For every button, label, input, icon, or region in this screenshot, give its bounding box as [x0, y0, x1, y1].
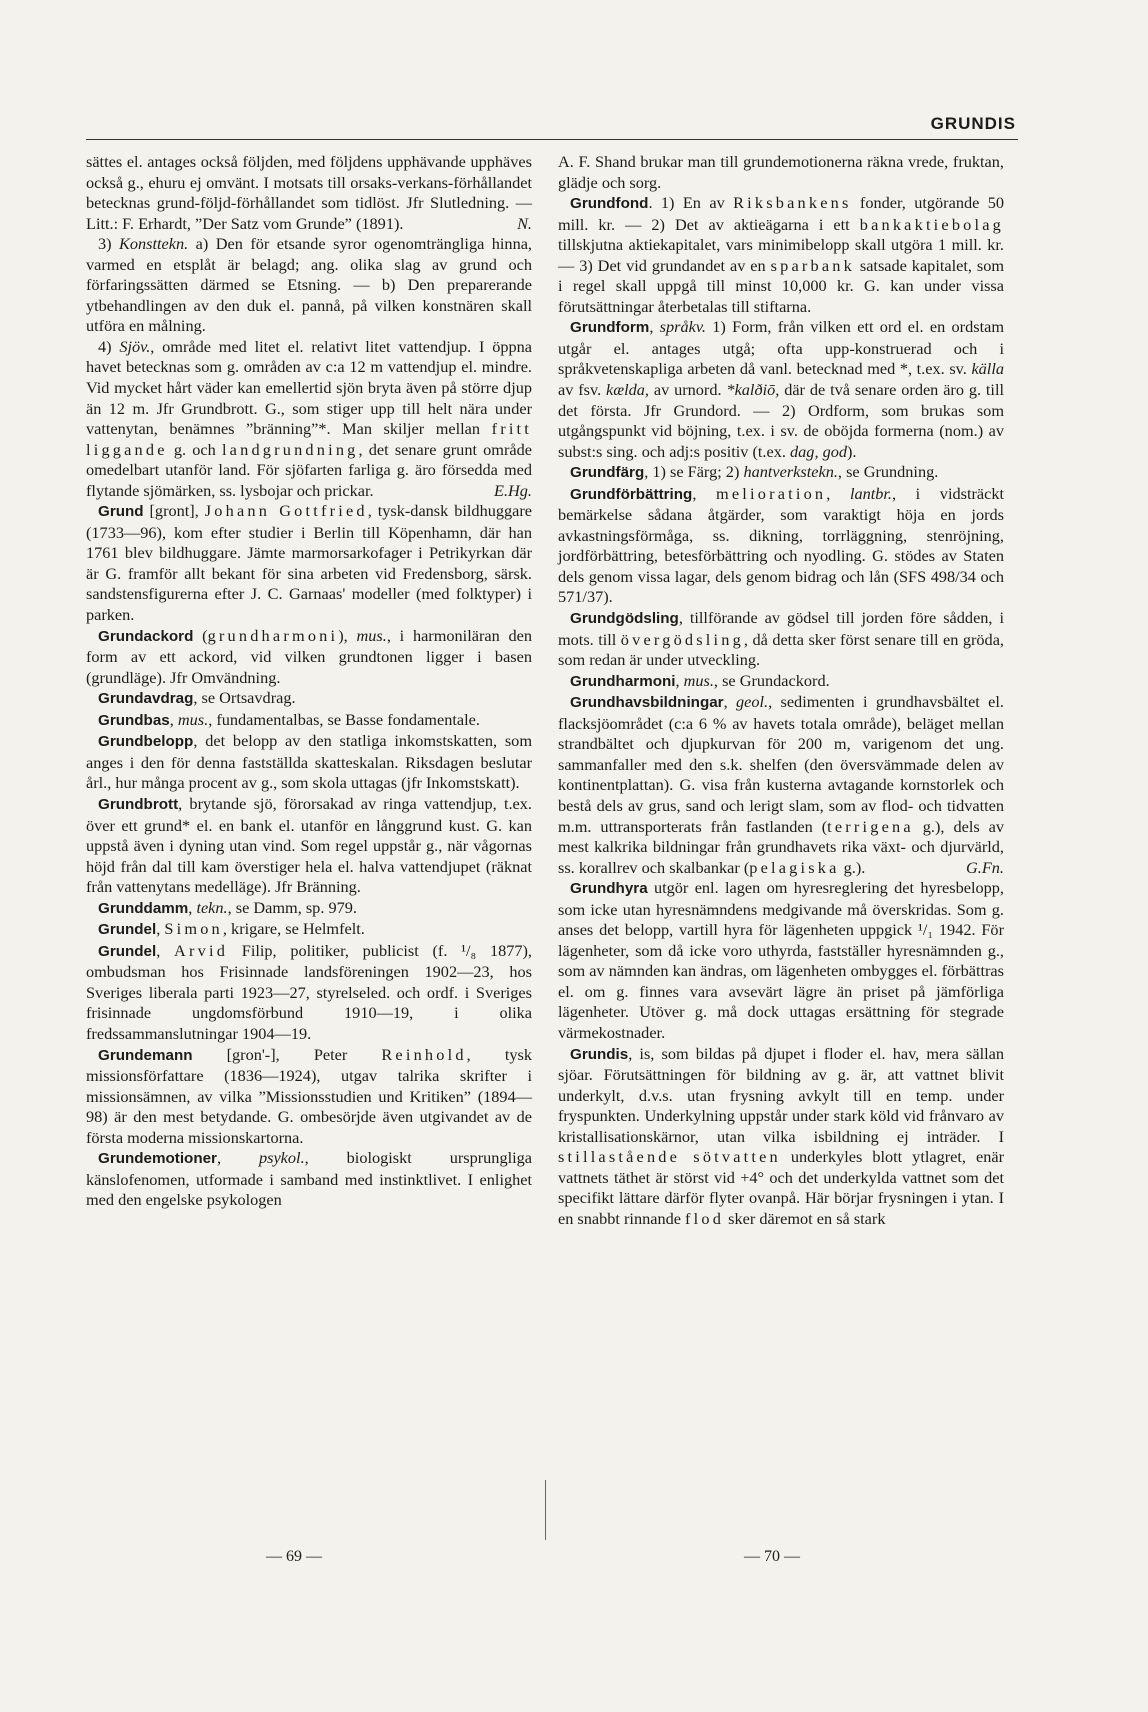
entry-grund: Grund [gront], Johann Gottfried, tysk-dansk bildhuggare (1733—96), kom efter studier i Berlin till Köpenhamn, där han 1761 blev bildhuggare. Jämte marmorsarkofager i Petrikyrkan där är G. framför allt bekant för sina arbeten vid Fredensborg, särsk. sandstensfigurerna efter J. C. Garnaas' modeller (med folktyper) i parken. — [86, 501, 533, 625]
headword: Grundfärg — [570, 464, 645, 482]
headword: Grundbrott — [98, 795, 179, 813]
entry-grundhyra: Grundhyra utgör enl. lagen om hyresreglering det hyresbelopp, som icke utan hyresnämndens medgivande må överskridas. Som g. anses det belopp, vartill hyra för lägenheten uppgick ¹/₁ 1942. För lägenheter, som då icke voro uthyrda, fastställer hyresnämnden g., som av nämnden kan ändras, om lägenheten ombygges el. förbättras el. om g. finnes vara avsevärt lägre än priset på jämförliga lägenheter. Utöver g. må dock uttagas ersättning för stegrade värmekostnader. — [558, 878, 1004, 1042]
headword: Grundhyra — [570, 880, 648, 898]
column-divider — [545, 1480, 546, 1540]
headword: Grundbelopp — [98, 733, 194, 751]
headword: Grundfond — [570, 195, 649, 213]
headword: Grundis — [570, 1045, 629, 1063]
headword: Grundhavsbildningar — [570, 694, 724, 712]
headword: Grundemotioner — [98, 1150, 217, 1168]
entry-grunddamm: Grunddamm, tekn., se Damm, sp. 979. — [98, 897, 357, 917]
entry-grundharmoni: Grundharmoni, mus., se Grundackord. — [570, 670, 830, 690]
headword: Grundförbättring — [570, 485, 693, 503]
entry-grundackord: Grundackord (grundharmoni), mus., i harmoniläran den form av ett ackord, vid vilken grundtonen ligger i basen (grundläge). Jfr Omvändning. — [86, 625, 533, 687]
signature: G.Fn. — [966, 857, 1004, 877]
headword: Grundackord — [98, 627, 194, 645]
signature: N. — [517, 213, 532, 233]
entry-grundforbattring: Grundförbättring, melioration, lantbr., i vidsträckt bemärkelse sådana åtgärder, som varaktigt höja en jords avkastningsförmåga, ss. dikning, torrläggning, stenröjning, jordförbättring, betesförbättring och nyodling. G. stödes av Staten dels genom vissa lagar, dels genom bidrag och lån (SFS 498/34 och 571/37). — [558, 483, 1005, 607]
left-column — [86, 152, 532, 1211]
entry-grundhavsbildningar: Grundhavsbildningar, geol., sedimenten i grundhavsbältet el. flacksjöområdet (c:a 6 % av havets totala område), beläget mellan strandbältet och djupkurvan för 200 m, varigenom det ung. sammanfaller med den s.k. shelfen (den översvämmade delen av kontinentplattan). G. visa från kusterna avtagande kornstorlek och bestå dels av grus, sand och lerigt slam, som av flod- och tidvatten m.m. uttransporterats från fastlanden (terrigena g.), dels av mest kalkrika bildningar från grundhavets rika växt- och djurvärld, ss. korallrev och skalbankar (pelagiska g.). G.Fn. — [558, 692, 1005, 877]
headword: Grundemann — [98, 1046, 193, 1064]
paragraph: 4) Sjöv., område med litet el. relativt litet vattendjup. I öppna havet betecknas som g. områden av c:a 12 m vattendjup el. mindre. Vid mycket hårt väder kan emellertid sjön bryta även på större djup än 12 m. Jfr Grundbrott. G., som stiger upp till helt nära under vattenytan, benämnes ”bränning”*. Man skiljer mellan fritt liggande g. och landgrundning, det senare grunt område omedelbart utanför land. För sjöfarten farliga g. äro försedda med flytande sjömärken, ss. lysbojar och prickar. E.Hg. — [86, 336, 532, 500]
entry-grundbrott: Grundbrott, brytande sjö, förorsakad av ringa vattendjup, t.ex. över ett grund* el. en bank el. utanför en långgrund kust. G. kan uppstå även i dyning utan vind. Som regel uppstår g., när vågornas höjd från dal till kam överstiger hela el. halva vattendjupet (räknat från vattenytans medelläge). Jfr Bränning. — [86, 793, 532, 897]
headword: Grundbas — [98, 711, 170, 729]
page-number-right: — 70 — — [744, 1548, 800, 1565]
entry-grundis: Grundis, is, som bildas på djupet i floder el. hav, mera sällan sjöar. Förutsättningen för bildning av g. är, att vattnet blivit underkylt, d.v.s. utan frysning avkylt till en temp. under fryspunkten. Underkylning uppstår under stark köld vid frånvaro av kristallisationskärnor, utan vilka isbildning ej inträder. I stillastående sötvatten underkyles blott ytlagret, enär vattnets täthet är störst vid +4° och det underkylda vattnet som det specifikt lättare därför flyter ovanpå. Här börjar frysningen i ytan. I en snabbt rinnande flod sker däremot en så stark — [558, 1043, 1004, 1228]
headword: Grundel — [98, 921, 157, 939]
entry-grundemotioner: Grundemotioner, psykol., biologiskt ursprungliga känslofenomen, utformade i samband med instinktlivet. I enlighet med den engelske psykologen — [86, 1148, 533, 1210]
headword: Grund — [98, 503, 144, 521]
running-header: GRUNDIS — [930, 114, 1016, 133]
entry-grundbelopp: Grundbelopp, det belopp av den statliga inkomstskatten, som anges i den för denna fastställda skatteskalan. Riksdagen beslutar årl., hur många procent av g., som skola uttagas (jfr Inkomstskatt). — [86, 731, 532, 793]
headword: Grundform — [570, 319, 650, 337]
signature: E.Hg. — [494, 480, 532, 500]
headword: Grunddamm — [98, 899, 189, 917]
entry-grundfond: Grundfond. 1) En av Riksbankens fonder, utgörande 50 mill. kr. — 2) Det av aktieägarna i ett bankaktiebolag tillskjutna aktiekapitalet, vars minimibelopp skall utgöra 1 mill. kr. — 3) Det vid grundandet av en sparbank satsade kapitalet, som i regel skall uppgå till minst 10,000 kr. G. kan under vissa förutsättningar återbetalas till stiftarna. — [558, 193, 1004, 316]
headword: Grundgödsling — [570, 610, 679, 628]
paragraph: A. F. Shand brukar man till grundemotionerna räkna vrede, fruktan, glädje och sorg. — [558, 152, 1004, 192]
entry-grundemann: Grundemann [gron'-], Peter Reinhold, tysk missionsförfattare (1836—1924), utgav talrika skrifter i missionsämnen, av vilka ”Missionsstudien und Kritiken” (1894—98) är den mest betydande. G. ombesörjde även utgivandet av de första moderna missionskartorna. — [86, 1044, 532, 1147]
page-number-left: — 69 — — [266, 1548, 322, 1565]
headword: Grundharmoni — [570, 672, 676, 690]
entry-grundform: Grundform, språkv. 1) Form, från vilken ett ord el. en ordstam utgår el. antages utgå; ofta upp-konstruerad och i språkvetenskapliga arbeten då vanl. betecknad med *, t.ex. sv. källa av fsv. kælda, av urnord. *kalðiō, där de två senare orden äro g. till det första. Jfr Grundord. — 2) Ordform, som brukas som utgångspunkt vid böjning, t.ex. i sv. de oböjda formerna (nom.) av subst:s sing. och adj:s positiv (t.ex. dag, god). — [558, 317, 1005, 461]
header-rule — [86, 139, 1018, 140]
paragraph: sättes el. antages också följden, med följdens upphävande upphäves också g., ehuru ej omvänt. I motsats till orsaks-verkans-förhållandet betecknas grund-följd-förhållandet som tidlöst. Jfr Slutledning. — Litt.: F. Erhardt, ”Der Satz vom Grunde” (1891). N. — [86, 152, 532, 233]
headword: Grundel — [98, 942, 157, 960]
right-column — [558, 152, 1004, 1229]
headword: Grundavdrag — [98, 690, 194, 708]
entry-grundel-simon: Grundel, Simon, krigare, se Helmfelt. — [98, 919, 365, 939]
paragraph: 3) Konsttekn. a) Den för etsande syror ogenomträngliga hinna, varmed en etsplåt är belagd; ang. olika slag av grund och förfaringssätten därmed se Etsning. — b) Den preparerande ytbehandlingen av den duk el. pannå, på vilken konstnären skall utföra en målning. — [86, 234, 533, 336]
entry-grundel-arvid: Grundel, Arvid Filip, politiker, publicist (f. ¹/₈ 1877), ombudsman hos Frisinnade landsföreningen 1902—23, hos Sveriges liberala parti 1923—27, styrelseled. och ordf. i Sveriges frisinnade ungdomsförbund 1910—19, i olika fredssammanslutningar 1904—19. — [86, 940, 533, 1043]
entry-grundfarg: Grundfärg, 1) se Färg; 2) hantverkstekn., se Grundning. — [570, 462, 939, 482]
entry-grundgodsling: Grundgödsling, tillförande av gödsel till jorden före sådden, i mots. till övergödsling, då detta sker först senare till en gröda, som redan är under utveckling. — [558, 608, 1004, 670]
entry-grundavdrag: Grundavdrag, se Ortsavdrag. — [98, 688, 296, 708]
entry-grundbas: Grundbas, mus., fundamentalbas, se Basse fondamentale. — [98, 709, 480, 729]
